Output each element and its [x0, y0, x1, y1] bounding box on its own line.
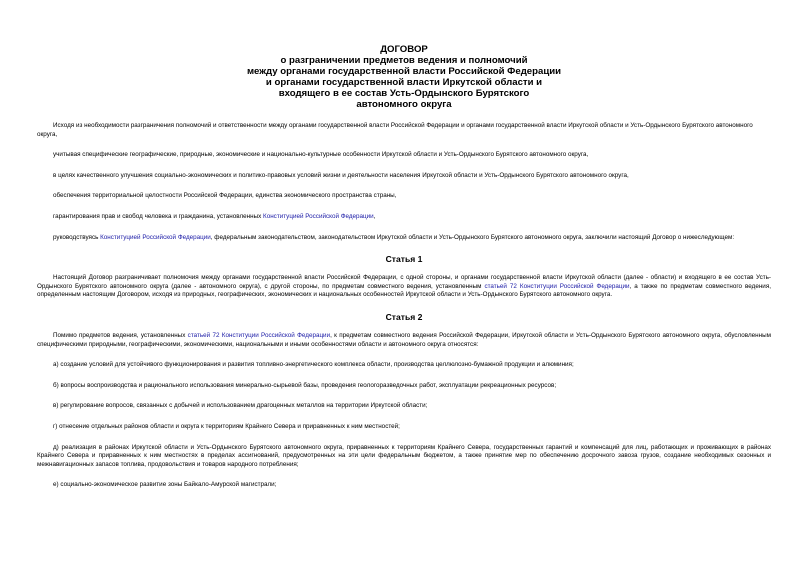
document-title — [37, 44, 771, 110]
preamble-paragraph-3: в целях качественного улучшения социально-экономических и политико-правовых условий жизни и деятельности населения Иркутской области и Усть-Ордынского Бурятского автономного округа, — [53, 171, 629, 179]
title-line-5: автономного округа — [356, 99, 452, 110]
article-2-item-d: г) отнесение отдельных районов области и округа к территориям Крайнего Севера и приравненных к ним местностей; — [53, 422, 400, 430]
preamble-paragraph-5 — [37, 213, 771, 222]
preamble-paragraph-6 — [37, 234, 771, 243]
constitution-link[interactable]: Конституцией Российской Федерации — [263, 212, 374, 220]
title-line-4: входящего в ее состав Усть-Ордынского Бурятского — [278, 88, 530, 99]
article-2-heading: Статья 2 — [385, 311, 423, 322]
preamble-paragraph-4: обеспечения территориальной целостности Российской Федерации, единства экономического пространства страны, — [53, 192, 397, 200]
preamble-paragraph-1: Исходя из необходимости разграничения полномочий и ответственности между органами государственной власти Российской Федерации и органами государственной власти Иркутской области и Усть-Ордынского Бурятского автономного округа, — [37, 122, 753, 138]
article-72-link[interactable]: статьей 72 Конституции Российской Федерации — [484, 282, 630, 290]
article-2-intro — [37, 332, 771, 349]
article-2-intro-part: , к предметам совместного ведения Российской Федерации, Иркутской области и Усть-Ордынского Бурятского автономного округа, обусловленным специфическими природными, географическими, экономическими, национальными и иными особенностями области и автономного округа относятся: — [37, 331, 771, 348]
constitution-link[interactable]: Конституцией Российской Федерации — [100, 233, 211, 241]
document — [37, 44, 771, 490]
title-heading: ДОГОВОР — [380, 44, 428, 55]
article-2-item-c: в) регулирование вопросов, связанных с добычей и использованием драгоценных металлов на территории Иркутской области; — [53, 402, 428, 410]
article-2-item-a: а) создание условий для устойчивого функционирования и развития топливно-энергетического комплекса области, производства целлюлозно-бумажной продукции и алюминия; — [53, 361, 574, 369]
preamble-paragraph-2: учитывая специфические географические, природные, экономические и национально-культурные особенности Иркутской области и Усть-Ордынского Бурятского автономного округа, — [53, 151, 589, 159]
article-1-text-part: Настоящий Договор разграничивает полномочия между органами государственной власти Российской Федерации, с одной стороны, и органами государственной власти Иркутской области (далее - области) и входящего в ее состав Усть-Ордынского Бурятского автономного округа (далее - автономного округа), с другой стороны, по предметам совместного ведения, установленным — [37, 274, 771, 290]
article-72-link[interactable]: статьей 72 Конституции Российской Федерации — [187, 331, 331, 339]
article-2-item-b: б) вопросы воспроизводства и рационального использования минерально-сырьевой базы, проведения геологоразведочных работ, эксплуатации рекреационных ресурсов; — [53, 381, 557, 389]
preamble-text: , федеральным законодательством, законодательством Иркутской области и Усть-Ордынского Бурятского автономного округа, заключили настоящий Договор о нижеследующем: — [210, 233, 735, 241]
preamble-text: гарантирования прав и свобод человека и гражданина, установленных — [53, 212, 264, 220]
article-1-text — [37, 274, 771, 300]
preamble-text: руководствуясь — [53, 233, 101, 241]
article-1-heading: Статья 1 — [385, 254, 423, 265]
preamble-text: , — [373, 212, 376, 220]
title-line-3: и органами государственной власти Иркутской области и — [265, 77, 543, 88]
article-2-item-f: е) социально-экономическое развитие зоны Байкало-Амурской магистрали; — [53, 481, 277, 489]
title-line-1: о разграничении предметов ведения и полномочий — [280, 55, 528, 66]
article-2-item-e: д) реализация в районах Иркутской области и Усть-Ордынского Бурятского автономного округа, приравненных к территориям Крайнего Севера, государственных гарантий и компенсаций для лиц, работающих и проживающих в районах Крайнего Севера и приравненных к ним местностях в пределах ассигнований, предусмотренных на эти цели федеральным бюджетом, а также принятие мер по обеспечению досрочного завоза грузов, создание необходимых сезонных и межнавигационных запасов топлива, продовольствия и товаров народного потребления; — [37, 443, 771, 468]
article-1-text-part: , а также по предметам совместного ведения, определенным настоящим Договором, исходя из природных, географических, экономических и национальных особенностей Иркутской области и Усть-Ордынского Бурятского автономного округа. — [37, 282, 771, 299]
article-2-intro-part: Помимо предметов ведения, установленных — [53, 331, 188, 339]
title-line-2: между органами государственной власти Российской Федерации — [246, 66, 562, 77]
